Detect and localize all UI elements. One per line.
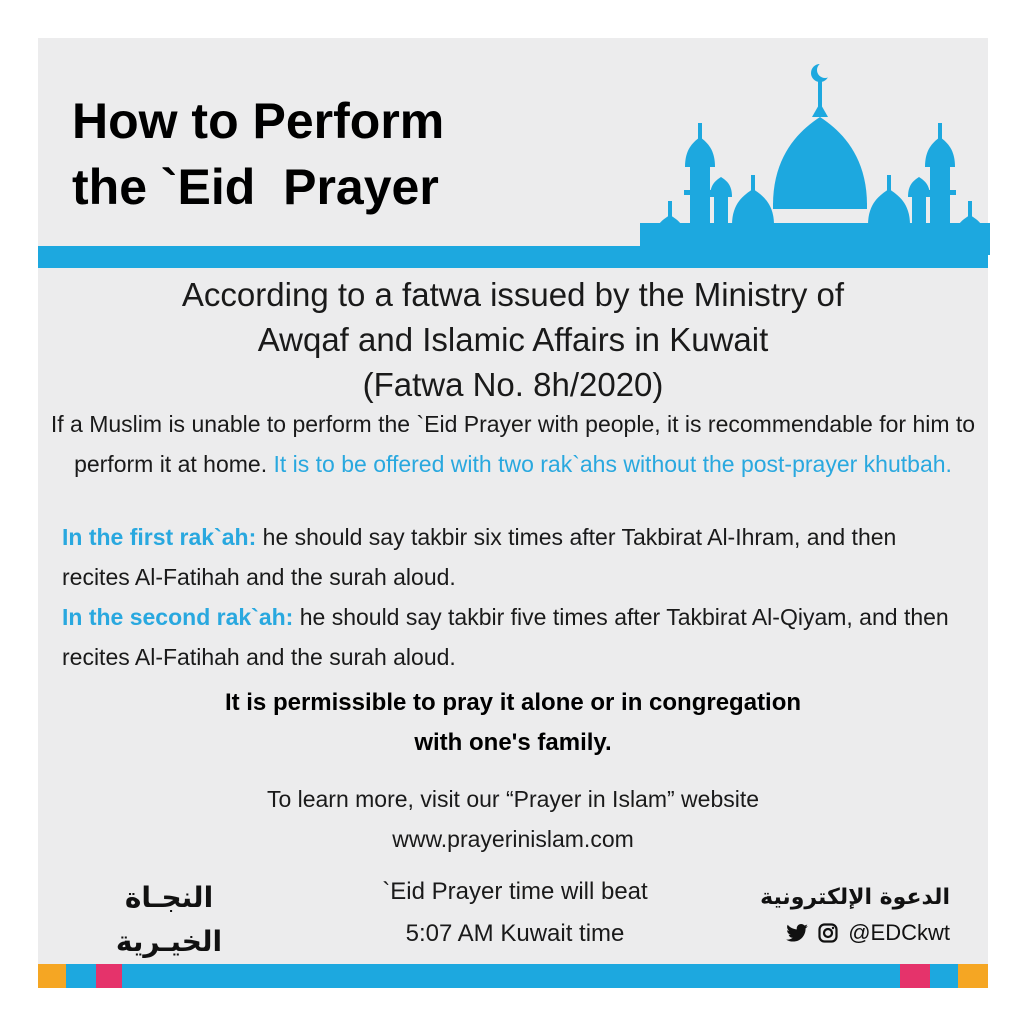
social-handle[interactable]: @EDCkwt [848,920,950,945]
social-row [740,920,950,946]
instagram-icon[interactable] [818,923,838,943]
learn-more-text: To learn more, visit our “Prayer in Islam” website [266,786,760,812]
footer-segment-blue-right [930,964,958,988]
permissible-line-1: It is permissible to pray it alone or in congregation [224,689,802,716]
learn-more [38,779,988,859]
fatwa-number: (Fatwa No. 8h/2020) [362,366,664,403]
intro-text: If a Muslim is unable to perform the `Eid Prayer with people, it is recommendable for him to perform it at home. [50,411,976,477]
prayer-time-line-2: 5:07 AM Kuwait time [405,920,625,947]
mosque-icon [640,55,990,255]
second-rakah-heading: In the second rak`ah: [62,604,294,630]
permissible-note [38,683,988,763]
footer-color-bar [38,964,988,988]
fatwa-line-1: According to a fatwa issued by the Ministry of [181,276,845,313]
first-rakah-heading: In the first rak`ah: [62,524,257,550]
prayer-time [330,871,700,955]
intro-paragraph [50,404,976,484]
footer-segment-blue-left [66,964,96,988]
website-link[interactable]: www.prayerinislam.com [392,826,634,852]
fatwa-line-2: Awqaf and Islamic Affairs in Kuwait [257,321,769,358]
header-divider-band [38,246,988,268]
footer-segment-pink-right [900,964,930,988]
edc-arabic-wordmark: الدعوة الإلكترونية [760,885,950,910]
second-rakah-text: he should say takbir five times after Takbirat Al-Qiyam, and then recites Al-Fatihah and the surah aloud. [62,604,949,670]
footer-segment-blue-center [122,964,900,988]
permissible-line-2: with one's family. [414,729,612,756]
title-line-2: the `Eid Prayer [72,159,439,215]
edc-logo [740,880,950,946]
prayer-time-line-1: `Eid Prayer time will beat [382,878,648,905]
first-rakah-text: he should say takbir six times after Takbirat Al-Ihram, and then recites Al-Fatihah and the surah aloud. [62,524,897,590]
title-line-1: How to Perform [72,93,445,149]
footer-segment-orange-right [958,964,988,988]
fatwa-heading [38,272,988,407]
first-rakah-paragraph [62,517,962,597]
twitter-icon[interactable] [786,924,808,942]
page-title [72,88,444,220]
intro-highlight: It is to be offered with two rak`ahs without the post-prayer khutbah. [273,451,952,477]
second-rakah-paragraph [62,597,962,677]
footer-segment-orange [38,964,66,988]
najat-arabic-wordmark: النجـاة الخيـرية [115,881,223,958]
footer-segment-pink-left [96,964,122,988]
